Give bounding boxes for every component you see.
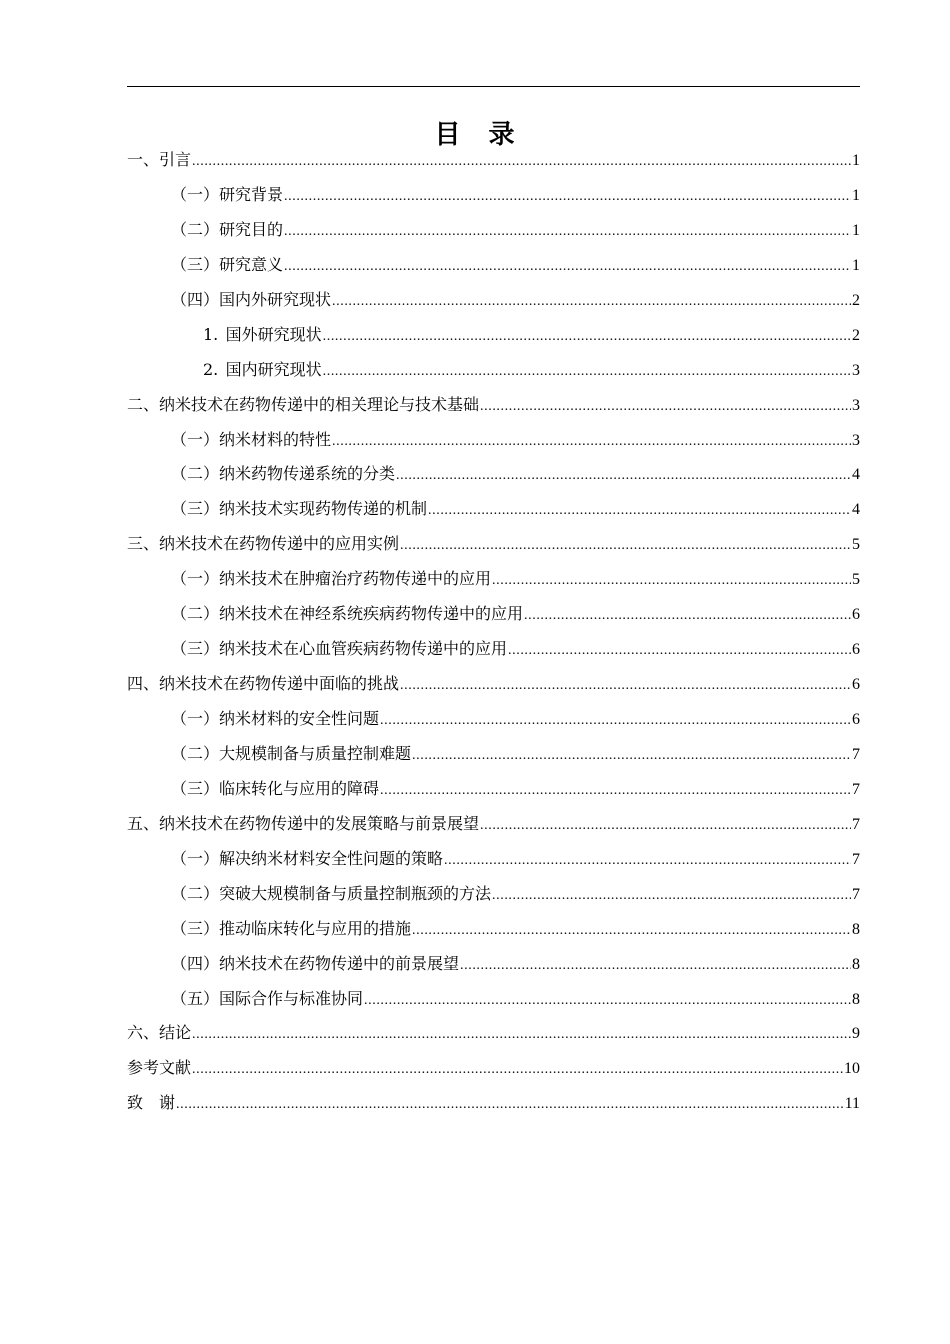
toc-entry[interactable]: [127, 248, 860, 283]
toc-dot-leader: [284, 250, 851, 285]
toc-entry-page-number: 3: [852, 431, 860, 449]
toc-dot-leader: [380, 774, 851, 809]
toc-entry[interactable]: [127, 597, 860, 632]
toc-dot-leader: [460, 949, 851, 984]
toc-dot-leader: [524, 599, 851, 634]
toc-entry-page-number: 10: [844, 1060, 860, 1078]
toc-entry-page-number: 2: [852, 291, 860, 309]
toc-entry-page-number: 5: [852, 571, 860, 589]
toc-entry-page-number: 2: [852, 326, 860, 344]
toc-entry-label: （五）国际合作与标准协同: [171, 988, 364, 1008]
toc-entry[interactable]: [127, 353, 860, 388]
toc-entry-label: （三）纳米技术在心血管疾病药物传递中的应用: [171, 639, 508, 659]
toc-dot-leader: [192, 1018, 851, 1053]
toc-entry[interactable]: [127, 178, 860, 213]
toc-entry[interactable]: [127, 492, 860, 527]
table-of-contents: [127, 143, 860, 1121]
toc-dot-leader: [412, 914, 851, 949]
toc-entry-label: （一）解决纳米材料安全性问题的策略: [171, 848, 444, 868]
toc-entry-label: （四）纳米技术在药物传递中的前景展望: [171, 953, 460, 973]
toc-entry-page-number: 8: [852, 920, 860, 938]
toc-dot-leader: [323, 355, 851, 390]
toc-entry[interactable]: [127, 423, 860, 458]
toc-entry-page-number: 7: [852, 745, 860, 763]
toc-entry-label: （四）国内外研究现状: [171, 289, 332, 309]
toc-entry-label: （三）临床转化与应用的障碍: [171, 778, 380, 798]
toc-entry[interactable]: [127, 947, 860, 982]
toc-entry-label: （三）纳米技术实现药物传递的机制: [171, 499, 428, 519]
toc-entry-page-number: 4: [852, 466, 860, 484]
toc-entry[interactable]: [127, 632, 860, 667]
toc-dot-leader: [176, 1088, 844, 1123]
toc-entry-label: 二、纳米技术在药物传递中的相关理论与技术基础: [127, 394, 480, 414]
toc-entry-label: 致 谢: [127, 1093, 176, 1113]
toc-entry-label: （二）纳米药物传递系统的分类: [171, 464, 396, 484]
toc-entry-page-number: 8: [852, 955, 860, 973]
toc-dot-leader: [508, 634, 851, 669]
toc-dot-leader: [332, 425, 851, 460]
toc-entry-label: （一）纳米技术在肿瘤治疗药物传递中的应用: [171, 569, 492, 589]
toc-entry-label: 四、纳米技术在药物传递中面临的挑战: [127, 674, 400, 694]
toc-dot-leader: [284, 215, 851, 250]
toc-entry-page-number: 11: [844, 1095, 860, 1113]
toc-dot-leader: [400, 669, 851, 704]
toc-entry-page-number: 1: [852, 186, 860, 204]
toc-entry-page-number: 3: [852, 361, 860, 379]
toc-entry[interactable]: [127, 737, 860, 772]
toc-entry-label: （二）突破大规模制备与质量控制瓶颈的方法: [171, 883, 492, 903]
toc-entry-page-number: 8: [852, 990, 860, 1008]
toc-dot-leader: [492, 564, 851, 599]
toc-dot-leader: [444, 844, 851, 879]
toc-entry[interactable]: [127, 807, 860, 842]
toc-entry-page-number: 6: [852, 606, 860, 624]
toc-entry-page-number: 1: [852, 256, 860, 274]
toc-entry-label: （一）研究背景: [171, 184, 284, 204]
toc-entry[interactable]: [127, 213, 860, 248]
toc-entry-label: 参考文献: [127, 1058, 192, 1078]
toc-entry-label: 五、纳米技术在药物传递中的发展策略与前景展望: [127, 813, 480, 833]
toc-entry-page-number: 4: [852, 501, 860, 519]
toc-dot-leader: [492, 879, 851, 914]
toc-entry-label: 国内研究现状: [225, 359, 322, 379]
toc-dot-leader: [480, 809, 851, 844]
toc-dot-leader: [192, 145, 851, 180]
toc-entry-page-number: 9: [852, 1025, 860, 1043]
toc-entry[interactable]: [127, 912, 860, 947]
toc-entry[interactable]: [127, 1016, 860, 1051]
toc-entry-page-number: 7: [852, 885, 860, 903]
toc-dot-leader: [323, 320, 851, 355]
toc-dot-leader: [332, 285, 851, 320]
toc-entry-number: 1.: [203, 324, 219, 344]
toc-entry[interactable]: [127, 283, 860, 318]
toc-entry[interactable]: [127, 982, 860, 1017]
toc-entry[interactable]: [127, 842, 860, 877]
toc-entry-page-number: 6: [852, 641, 860, 659]
toc-entry-page-number: 1: [852, 221, 860, 239]
toc-dot-leader: [428, 494, 851, 529]
toc-dot-leader: [284, 180, 851, 215]
toc-entry-page-number: 7: [852, 780, 860, 798]
toc-dot-leader: [396, 459, 851, 494]
toc-entry-page-number: 6: [852, 676, 860, 694]
toc-entry-label: （三）研究意义: [171, 254, 284, 274]
toc-entry[interactable]: [127, 318, 860, 353]
toc-entry-label: 一、引言: [127, 150, 192, 169]
toc-entry[interactable]: [127, 527, 860, 562]
toc-entry[interactable]: [127, 143, 860, 178]
toc-dot-leader: [480, 390, 851, 425]
toc-entry[interactable]: [127, 457, 860, 492]
toc-entry-label: 国外研究现状: [225, 324, 322, 344]
toc-entry-label: （一）纳米材料的安全性问题: [171, 709, 380, 728]
toc-entry-page-number: 3: [852, 396, 860, 414]
toc-entry-label: （一）纳米材料的特性: [171, 429, 332, 449]
toc-entry[interactable]: [127, 388, 860, 423]
toc-entry-label: （二）纳米技术在神经系统疾病药物传递中的应用: [171, 604, 524, 624]
toc-entry-page-number: 6: [852, 711, 860, 728]
toc-entry-page-number: 7: [852, 850, 860, 868]
toc-entry[interactable]: [127, 877, 860, 912]
header-rule: [127, 86, 860, 87]
toc-entry[interactable]: [127, 667, 860, 702]
toc-dot-leader: [380, 704, 851, 739]
page-title: 目 录: [434, 120, 516, 150]
toc-entry-number: 2.: [203, 359, 219, 379]
toc-entry-page-number: 7: [852, 815, 860, 833]
toc-entry[interactable]: [127, 1051, 860, 1086]
toc-entry-label: （二）大规模制备与质量控制难题: [171, 743, 412, 763]
toc-entry-page-number: 1: [852, 152, 860, 169]
toc-dot-leader: [400, 529, 851, 564]
toc-dot-leader: [364, 984, 851, 1019]
toc-dot-leader: [192, 1053, 843, 1088]
toc-entry-page-number: 5: [852, 536, 860, 554]
toc-entry[interactable]: [127, 772, 860, 807]
toc-entry[interactable]: [127, 562, 860, 597]
toc-entry-label: （三）推动临床转化与应用的措施: [171, 918, 412, 938]
toc-entry[interactable]: [127, 702, 860, 737]
toc-entry[interactable]: [127, 1086, 860, 1121]
toc-entry-label: 六、结论: [127, 1023, 192, 1043]
toc-dot-leader: [412, 739, 851, 774]
toc-entry-label: （二）研究目的: [171, 219, 284, 239]
toc-entry-label: 三、纳米技术在药物传递中的应用实例: [127, 534, 400, 554]
